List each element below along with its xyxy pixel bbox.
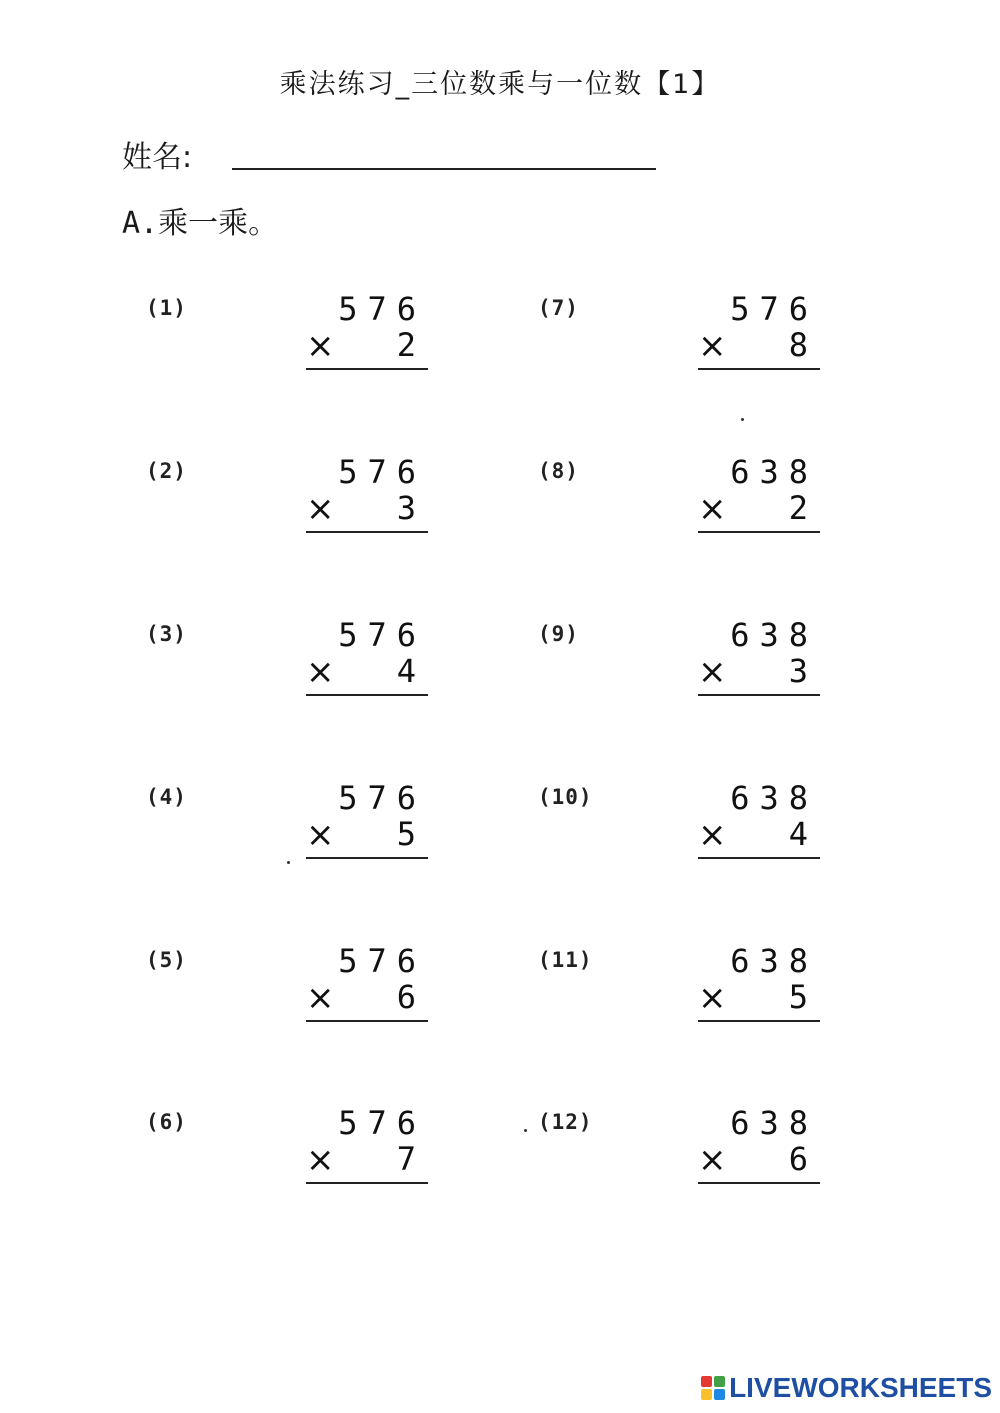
answer-line[interactable] <box>698 1020 820 1022</box>
multiplier: 2 <box>396 326 416 364</box>
times-sign: × <box>698 978 727 1018</box>
problem-number: (4) <box>146 785 187 809</box>
problem-number: (10) <box>538 785 593 809</box>
problem-number: (11) <box>538 948 593 972</box>
logo-square-red <box>701 1376 712 1387</box>
times-sign: × <box>306 489 335 529</box>
problem-5 <box>146 942 426 1028</box>
answer-line[interactable] <box>306 531 428 533</box>
times-sign: × <box>698 815 727 855</box>
times-sign: × <box>306 652 335 692</box>
problem-number: (1) <box>146 296 187 320</box>
times-sign: × <box>306 978 335 1018</box>
answer-line[interactable] <box>306 1182 428 1184</box>
problem-7 <box>538 290 818 376</box>
section-letter: A. <box>122 206 159 241</box>
multiplier: 3 <box>788 652 808 690</box>
section-heading <box>122 198 278 242</box>
problem-number: (8) <box>538 459 579 483</box>
problem-number: (9) <box>538 622 579 646</box>
answer-line[interactable] <box>306 857 428 859</box>
multiplicand: 576 <box>730 290 818 328</box>
problem-11 <box>538 942 818 1028</box>
multiplier: 8 <box>788 326 808 364</box>
multiplier: 6 <box>788 1140 808 1178</box>
answer-line[interactable] <box>698 1182 820 1184</box>
answer-line[interactable] <box>698 694 820 696</box>
problem-12 <box>538 1104 818 1190</box>
multiplier: 5 <box>396 815 416 853</box>
logo-square-blue <box>714 1389 725 1400</box>
times-sign: × <box>306 815 335 855</box>
logo-text: LIVEWORKSHEETS <box>729 1372 992 1403</box>
answer-line[interactable] <box>306 694 428 696</box>
scan-speck <box>524 1129 527 1132</box>
multiplicand: 576 <box>338 616 426 654</box>
multiplier: 7 <box>396 1140 416 1178</box>
problem-number: (2) <box>146 459 187 483</box>
times-sign: × <box>698 1140 727 1180</box>
answer-line[interactable] <box>306 368 428 370</box>
liveworksheets-logo <box>701 1373 992 1403</box>
problem-4 <box>146 779 426 865</box>
problem-number: (7) <box>538 296 579 320</box>
multiplier: 4 <box>396 652 416 690</box>
section-text: 乘一乘。 <box>158 206 279 241</box>
answer-line[interactable] <box>698 531 820 533</box>
scan-speck <box>287 861 290 864</box>
multiplier: 3 <box>396 489 416 527</box>
problem-3 <box>146 616 426 702</box>
logo-square-green <box>714 1376 725 1387</box>
scan-speck <box>741 418 744 421</box>
problem-10 <box>538 779 818 865</box>
multiplicand: 576 <box>338 1104 426 1142</box>
multiplicand: 638 <box>730 453 818 491</box>
times-sign: × <box>698 652 727 692</box>
multiplier: 6 <box>396 978 416 1016</box>
answer-line[interactable] <box>698 857 820 859</box>
problem-8 <box>538 453 818 539</box>
logo-square-yellow <box>701 1389 712 1400</box>
problem-1 <box>146 290 426 376</box>
worksheet-title: 乘法练习_三位数乘与一位数【1】 <box>279 69 721 100</box>
problem-2 <box>146 453 426 539</box>
times-sign: × <box>698 326 727 366</box>
multiplicand: 638 <box>730 779 818 817</box>
multiplicand: 638 <box>730 942 818 980</box>
answer-line[interactable] <box>306 1020 428 1022</box>
times-sign: × <box>698 489 727 529</box>
times-sign: × <box>306 326 335 366</box>
problem-number: (12) <box>538 1110 593 1134</box>
logo-icon <box>701 1376 725 1400</box>
problem-number: (5) <box>146 948 187 972</box>
multiplicand: 638 <box>730 616 818 654</box>
multiplicand: 576 <box>338 453 426 491</box>
problem-number: (3) <box>146 622 187 646</box>
multiplicand: 576 <box>338 779 426 817</box>
problem-number: (6) <box>146 1110 187 1134</box>
times-sign: × <box>306 1140 335 1180</box>
multiplier: 5 <box>788 978 808 1016</box>
multiplier: 4 <box>788 815 808 853</box>
multiplicand: 576 <box>338 290 426 328</box>
multiplicand: 576 <box>338 942 426 980</box>
multiplier: 2 <box>788 489 808 527</box>
problem-9 <box>538 616 818 702</box>
multiplicand: 638 <box>730 1104 818 1142</box>
name-input-line[interactable] <box>232 168 656 170</box>
name-label: 姓名: <box>122 140 193 175</box>
answer-line[interactable] <box>698 368 820 370</box>
problem-6 <box>146 1104 426 1190</box>
